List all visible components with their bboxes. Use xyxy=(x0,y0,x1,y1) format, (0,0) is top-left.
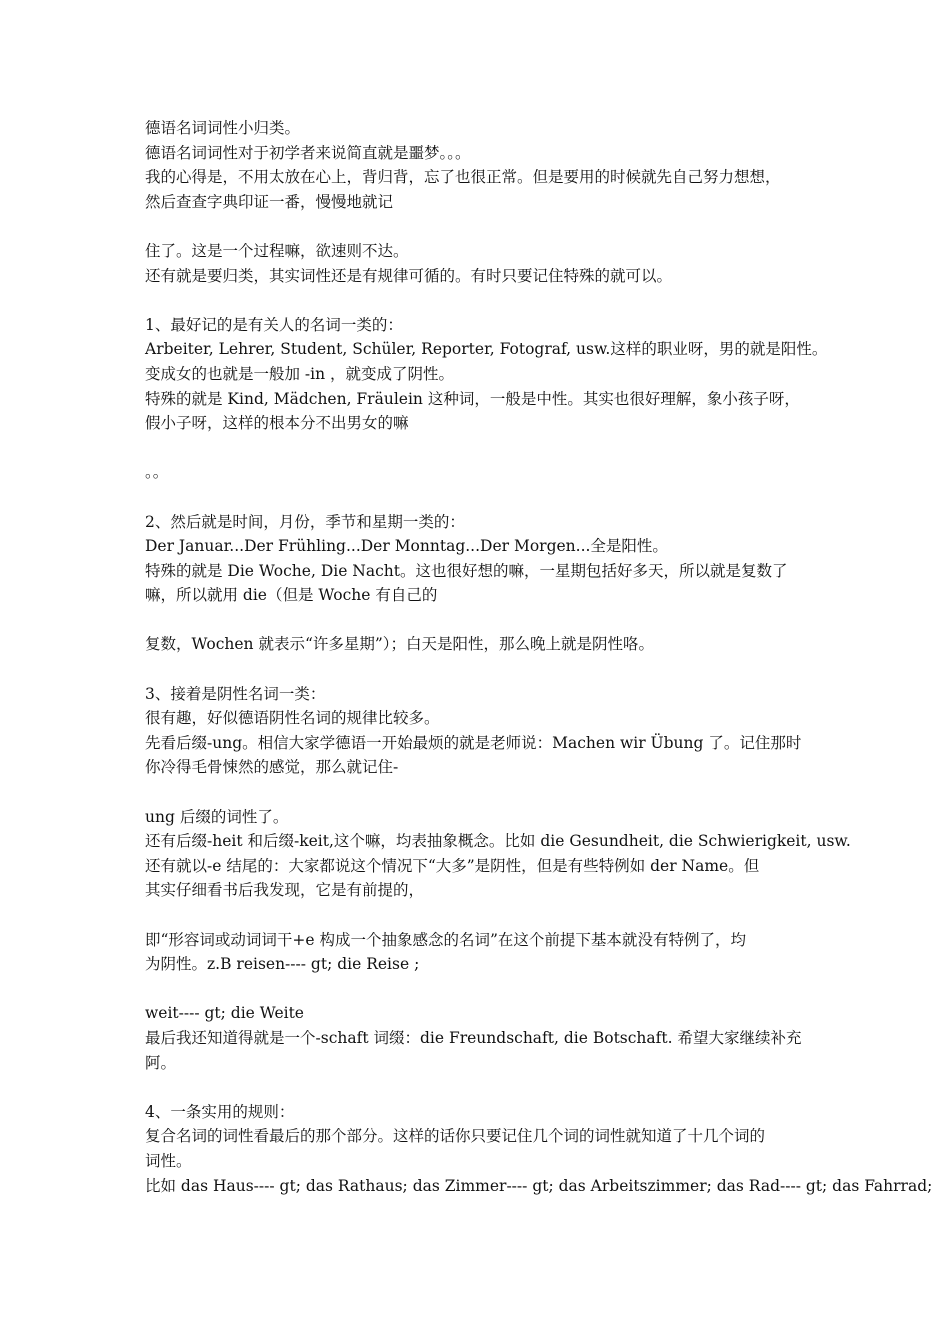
text-line: 嘛，所以就用 die（但是 Woche 有自己的 xyxy=(145,586,438,605)
text-line: 假小子呀，这样的根本分不出男女的嘛 xyxy=(145,414,409,433)
text-line: 为阴性。z.B reisen---- gt; die Reise ; xyxy=(145,955,420,974)
text-line: 先看后缀-ung。相信大家学德语一开始最烦的就是老师说：Machen wir Übung 了。记住那时 xyxy=(145,733,802,752)
text-line: 3、接着是阴性名词一类： xyxy=(145,684,326,703)
blank-line xyxy=(145,780,845,805)
blank-line xyxy=(145,977,845,1002)
blank-line xyxy=(145,288,845,313)
text-line: 我的心得是，不用太放在心上，背归背，忘了也很正常。但是要用的时候就先自己努力想想， xyxy=(145,168,781,187)
text-line: 复合名词的词性看最后的那个部分。这样的话你只要记住几个词的词性就知道了十几个词的 xyxy=(145,1127,766,1146)
text-line: 比如 das Haus---- gt; das Rathaus; das Zimmer---- gt; das Arbeitszimmer; das Rad---- gt; das Fahrrad; xyxy=(145,1176,933,1195)
blank-line xyxy=(145,1075,845,1100)
document-body xyxy=(145,116,933,1198)
blank-line xyxy=(145,657,845,682)
text-line: 词性。 xyxy=(145,1151,192,1170)
blank-line xyxy=(145,436,845,461)
text-line: 还有后缀-heit 和后缀-keit,这个嘛，均表抽象概念。比如 die Gesundheit, die Schwierigkeit, usw. xyxy=(145,832,851,851)
text-line: 德语名词词性对于初学者来说简直就是噩梦。。。 xyxy=(145,143,471,162)
text-line: Arbeiter, Lehrer, Student, Schüler, Reporter, Fotograf, usw.这样的职业呀，男的就是阳性。 xyxy=(145,340,828,359)
text-line: 特殊的就是 Kind, Mädchen, Fräulein 这种词，一般是中性。其实也很好理解，象小孩子呀， xyxy=(145,389,800,408)
text-line: 还有就以-e 结尾的：大家都说这个情况下“大多”是阴性，但是有些特例如 der Name。但 xyxy=(145,856,760,875)
text-line: 变成女的也就是一般加 -in ，就变成了阴性。 xyxy=(145,364,455,383)
blank-line xyxy=(145,903,845,928)
text-line: 复数，Wochen 就表示“许多星期”）；白天是阳性，那么晚上就是阴性咯。 xyxy=(145,635,655,654)
text-line: 阿。 xyxy=(145,1053,177,1072)
text-line: 特殊的就是 Die Woche, Die Nacht。这也很好想的嘛，一星期包括好多天，所以就是复数了 xyxy=(145,561,788,580)
text-line: 你冷得毛骨悚然的感觉，那么就记住- xyxy=(145,758,399,777)
text-line: 即“形容词或动词词干+e 构成一个抽象感念的名词”在这个前提下基本就没有特例了，均 xyxy=(145,930,746,949)
text-line: Der Januar...Der Frühling...Der Monntag...Der Morgen...全是阳性。 xyxy=(145,537,668,556)
text-line: 。。 xyxy=(145,463,169,482)
text-line: weit---- gt; die Weite xyxy=(145,1004,304,1023)
text-line: ung 后缀的词性了。 xyxy=(145,807,289,826)
text-line: 德语名词词性小归类。 xyxy=(145,119,301,137)
blank-line xyxy=(145,608,845,633)
text-line: 然后查查字典印证一番，慢慢地就记 xyxy=(145,192,394,211)
blank-line xyxy=(145,214,845,239)
text-line: 其实仔细看书后我发现，它是有前提的， xyxy=(145,881,425,900)
text-line: 2、然后就是时间，月份，季节和星期一类的： xyxy=(145,512,465,531)
text-line: 4、一条实用的规则： xyxy=(145,1102,295,1121)
text-line: 很有趣，好似德语阴性名词的规律比较多。 xyxy=(145,709,440,728)
text-line: 1、最好记的是有关人的名词一类的： xyxy=(145,315,403,334)
blank-line xyxy=(145,485,845,510)
text-line: 还有就是要归类，其实词性还是有规律可循的。有时只要记住特殊的就可以。 xyxy=(145,266,673,285)
text-line: 住了。这是一个过程嘛，欲速则不达。 xyxy=(145,241,409,260)
text-line: 最后我还知道得就是一个-schaft 词缀：die Freundschaft, die Botschaft. 希望大家继续补充 xyxy=(145,1028,802,1047)
